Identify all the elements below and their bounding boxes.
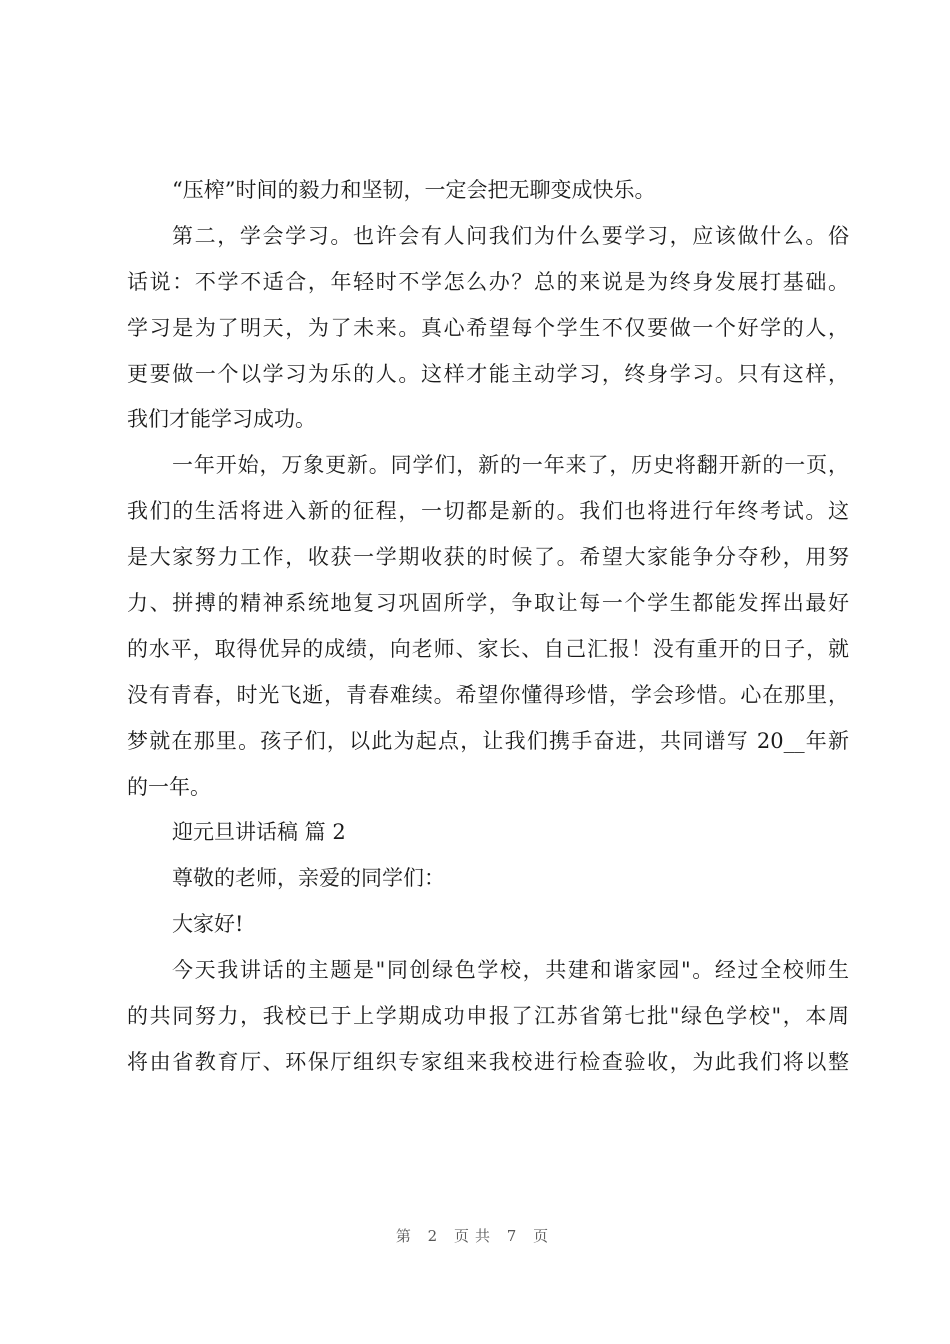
- greeting: 大家好!: [172, 912, 244, 937]
- text-line: 将由省教育厅、环保厅组织专家组来我校进行检查验收，为此我们将以整: [127, 1049, 849, 1074]
- text-line: 我们才能学习成功。: [127, 407, 316, 432]
- text-line: 的水平，取得优异的成绩，向老师、家长、自己汇报！没有重开的日子，就: [127, 636, 849, 661]
- text-line: 第二，学会学习。也许会有人问我们为什么要学习，应该做什么。俗: [172, 223, 849, 248]
- text-line: 一年开始，万象更新。同学们，新的一年来了，历史将翻开新的一页，: [172, 453, 849, 478]
- section-heading: 迎元旦讲话稿 篇 2: [172, 820, 346, 845]
- page-number-footer: 第 2 页共 7 页: [395, 1227, 555, 1245]
- document-body: [127, 168, 849, 1086]
- text-line: 力、拼搏的精神系统地复习巩固所学，争取让每一个学生都能发挥出最好: [127, 591, 849, 616]
- text-line: 话说：不学不适合，年轻时不学怎么办？总的来说是为终身发展打基础。: [127, 269, 849, 294]
- salutation: 尊敬的老师，亲爱的同学们：: [172, 866, 445, 891]
- text-line: 梦就在那里。孩子们，以此为起点，让我们携手奋进，共同谱写 20__年新: [127, 728, 849, 753]
- text-line: 的一年。: [127, 774, 211, 799]
- text-line: 更要做一个以学习为乐的人。这样才能主动学习，终身学习。只有这样，: [127, 361, 849, 386]
- text-line: 我们的生活将进入新的征程，一切都是新的。我们也将进行年终考试。这: [127, 499, 849, 524]
- text-line: 没有青春，时光飞逝，青春难续。希望你懂得珍惜，学会珍惜。心在那里，: [127, 682, 849, 707]
- text-line: 的共同努力，我校已于上学期成功申报了江苏省第七批"绿色学校"，本周: [127, 1004, 849, 1029]
- text-line: 学习是为了明天，为了未来。真心希望每个学生不仅要做一个好学的人，: [127, 315, 849, 340]
- text-line: 今天我讲话的主题是"同创绿色学校，共建和谐家园"。经过全校师生: [172, 958, 849, 983]
- text-line: 是大家努力工作，收获一学期收获的时候了。希望大家能争分夺秒，用努: [127, 545, 849, 570]
- text-line: “压榨”时间的毅力和坚韧，一定会把无聊变成快乐。: [172, 178, 656, 202]
